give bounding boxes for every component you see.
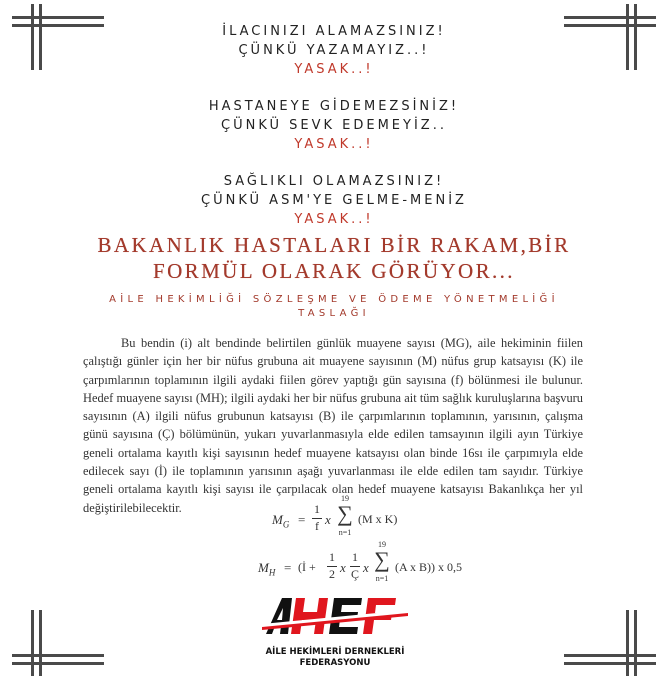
logo-line-2: FEDERASYONU <box>299 658 371 668</box>
formula-times: x <box>363 560 369 575</box>
formula-lhs: M <box>258 560 269 575</box>
sigma-icon: ∑ <box>374 547 390 572</box>
formula-denominator-1: 2 <box>329 567 335 581</box>
slogan-line: İLACINIZI ALAMAZSINIZ! <box>222 24 446 39</box>
slogans <box>0 22 668 247</box>
headline <box>40 232 628 284</box>
slogan-line: ÇÜNKÜ SEVK EDEMEYİZ.. <box>221 118 447 133</box>
formula-lhs: M <box>272 512 283 527</box>
formula-numerator: 1 <box>314 502 320 516</box>
headline-line-1: BAKANLIK HASTALARI BİR RAKAM,BİR <box>97 233 571 257</box>
formula-body: (A x B)) x 0,5 <box>395 560 462 574</box>
formula-mg <box>272 494 432 544</box>
sum-upper: 19 <box>378 540 386 549</box>
formula-equals: = <box>284 560 292 575</box>
frame-corner-bottom-left <box>0 610 130 680</box>
formula-lhs-sub: H <box>268 567 276 578</box>
slogan-group-1 <box>0 22 668 79</box>
formula-times: x <box>340 560 346 575</box>
formula-times: x <box>325 512 331 527</box>
formula-body: (M x K) <box>358 512 398 526</box>
formula-equals: = <box>298 512 306 527</box>
slogan-line: ÇÜNKÜ ASM'YE GELME-MENİZ <box>201 193 467 208</box>
formula-numerator-2: 1 <box>352 550 358 564</box>
sum-upper: 19 <box>341 494 349 503</box>
ahef-wordmark-icon <box>262 590 408 650</box>
formula-denominator-2: Ç <box>350 567 359 581</box>
slogan-line: HASTANEYE GİDEMEZSİNİZ! <box>208 99 460 114</box>
formula-lhs-sub: G <box>282 519 290 530</box>
slogan-yasak: YASAK..! <box>294 62 374 77</box>
slogan-line: SAĞLIKLI OLAMAZSINIZ! <box>223 174 445 189</box>
sum-lower: n=1 <box>375 574 389 583</box>
slogan-yasak: YASAK..! <box>294 137 374 152</box>
frame-corner-bottom-right <box>538 610 668 680</box>
subheading-line-2: TASLAĞI <box>298 308 370 319</box>
slogan-group-2 <box>0 97 668 154</box>
logo-caption <box>262 647 408 669</box>
sum-lower: n=1 <box>338 528 352 537</box>
logo-line-1: AİLE HEKİMLERİ DERNEKLERİ <box>265 647 405 657</box>
formula-mh <box>258 540 462 592</box>
formula-numerator-1: 1 <box>329 550 335 564</box>
slogan-group-3 <box>0 172 668 229</box>
sigma-icon: ∑ <box>337 501 353 526</box>
formula-open: (İ + <box>298 560 316 574</box>
headline-line-2: FORMÜL OLARAK GÖRÜYOR... <box>153 259 515 283</box>
slogan-yasak: YASAK..! <box>294 212 374 227</box>
slogan-line: ÇÜNKÜ YAZAMAYIZ..! <box>238 43 430 58</box>
subheading <box>60 293 608 321</box>
formula-denominator: f <box>315 519 319 533</box>
regulation-excerpt <box>83 334 583 517</box>
subheading-line-1: AİLE HEKİMLİĞİ SÖZLEŞME VE ÖDEME YÖNETMELİĞİ <box>109 294 559 305</box>
regulation-paragraph: Bu bendin (i) alt bendinde belirtilen günlük muayene sayısı (MG), aile hekiminin fiilen çalıştığı günler için her bir nüfus grubuna ait muayene sayısının (M) nüfus grup katsayısı (K) ile çarpımlarının toplamının ilgili aydaki fiilen görev yaptığı gün sayısına (f) bölünmesi ile bulunur. Hedef muayene sayısı (MH); ilgili aydaki her bir nüfus grubuna ait tüm sağlık kuruluşlarına başvuru sayısının (A) ilgili nüfus grubunun katsayısı (B) ile çarpımlarının toplamının, yarısının, çalışma günü sayısına (Ç) bölümünün, yukarı yuvarlanmasıyla elde edilen tamsayının ilgili ayın Türkiye geneli ortalama kayıtlı kişi sayısının hedef muayene katsayısı olan binde 16sı ile çarpımıyla elde edilecek sayı (İ) ile toplamının yarısının aşağı yuvarlanması ile elde edilen tam sayıdır. Türkiye geneli ortalama kayıtlı kişi sayısı ile çarpılacak olan hedef muayene katsayısı Bakanlıkça her yıl değiştirilebilecektir. <box>83 336 583 515</box>
